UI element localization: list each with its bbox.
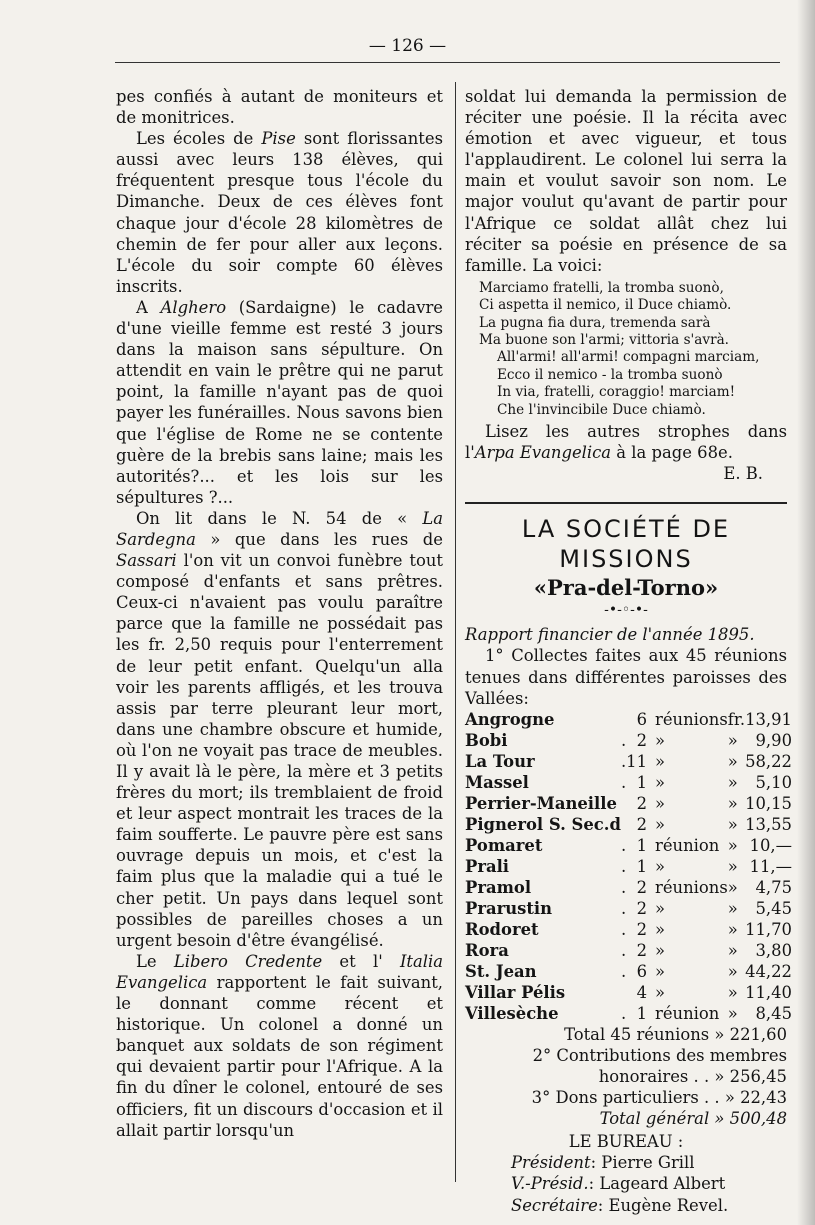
row-dot: . [620, 961, 627, 981]
table-row [465, 751, 792, 772]
row-currency: » [727, 835, 738, 855]
row-dot: . [620, 856, 627, 876]
text-run: » que dans les rues de [195, 529, 443, 549]
officer-name: Eugène Revel. [608, 1195, 729, 1215]
paragraph [465, 421, 787, 463]
poem-line: Ecco il nemico - la tromba suonò [497, 366, 723, 383]
table-row [465, 730, 792, 751]
table-row [465, 940, 792, 961]
table-row [465, 1003, 792, 1024]
row-count: 2 [636, 919, 648, 939]
text-run: Le [136, 951, 174, 971]
row-count: 4 [636, 982, 648, 1002]
row-name: Villar Pélis [465, 982, 566, 1002]
row-count: 2 [636, 898, 648, 918]
society-title: LA SOCIÉTÉ DE MISSIONS [521, 515, 731, 574]
italic-run: La Sardegna [116, 508, 443, 549]
page-number: — 126 — [368, 36, 447, 56]
section-rule [465, 502, 787, 504]
contributions-line: 2° Contributions des membres honoraires . . » 256,45 [532, 1045, 787, 1086]
row-currency: » [727, 793, 738, 813]
text-run: On lit dans le N. 54 de « [136, 508, 423, 528]
row-dot: . [620, 772, 627, 792]
row-count: 6 [636, 709, 648, 729]
paragraph [116, 297, 443, 508]
text-run: l'on vit un convoi funèbre tout composé d'enfants et sans prêtres. Ceux-ci n'avaient pas voulu paraître parce que la famille ne possédait pas les fr. 2,50 requis pour l'enterrement de leur petit enfant. Quelqu'un alla voir les parents affligés, et les trouva assis par terre pleurant leur mort, dans une chambre obscure et humide, où l'on ne voyait pas trace de meubles. Il y avait là le père, la mère et 3 petits frères du mort; ils tremblaient de froid et leur aspect montrait les traces de la faim soufferte. Le pauvre père est sans ouvrage depuis un mois, et c'est la faim plus que la maladie qui a tué le cher petit. Un pays dans lequel sont possibles de pareilles choses a un urgent besoin d'être évangélisé. [116, 551, 443, 950]
row-name: Rodoret [465, 919, 539, 939]
paragraph [116, 951, 443, 1141]
text-run: sont florissantes aussi avec leurs 138 élèves, qui fréquentent presque tous l'école du Dimanche. Deux de ces élèves font chaque jour d'école 28 kilomètres de chemin de fer pour aller aux leçons. L'école du soir compte 60 élèves inscrits. [116, 129, 443, 296]
row-amount: 13,55 [745, 814, 792, 834]
top-rule [115, 62, 780, 63]
table-row [465, 877, 792, 898]
row-count: 2 [636, 814, 648, 834]
italic-run: Arpa Evangelica [474, 443, 612, 463]
signature: E. B. [723, 464, 763, 484]
row-name: Villesèche [465, 1003, 559, 1023]
text-run: rapportent le fait suivant, le donnant comme récent et historique. Un colonel a donné un banquet aux soldats de son régiment qui devaient partir pour l'Afrique. A la fin du dîner le colonel, entouré de ses officiers, fit un discours d'occasion et il allait partir lorsqu'un [116, 972, 443, 1140]
officer-name: Pierre Grill [601, 1153, 695, 1173]
table-row [465, 772, 792, 793]
row-amount: 13,91 [745, 709, 792, 729]
row-name: Pramol [465, 877, 532, 897]
poem-line: All'armi! all'armi! compagni marciam, [497, 349, 760, 366]
row-unit: réunion [655, 1003, 720, 1023]
row-currency: » [727, 898, 738, 918]
row-amount: 11,70 [745, 919, 792, 939]
row-count: 1 [636, 856, 648, 876]
row-unit: » [655, 919, 666, 939]
row-count: 2 [636, 793, 648, 813]
row-unit: » [655, 982, 666, 1002]
italic-run: Alghero [160, 297, 227, 317]
row-name: Rora [465, 940, 509, 960]
row-currency: » [727, 940, 738, 960]
text-run: et l' [322, 951, 400, 971]
officer-role: Secrétaire [511, 1195, 598, 1215]
row-unit: » [655, 730, 666, 750]
poem-line: Che l'invincibile Duce chiamò. [497, 401, 706, 418]
officer-role: V.-Présid. [511, 1174, 589, 1194]
collectes-intro: 1° Collectes faites aux 45 réunions tenues dans différentes paroisses des Vallées: [465, 646, 787, 708]
italic-run: Pise [261, 129, 296, 149]
poem [479, 280, 787, 419]
row-currency: » [727, 1003, 738, 1023]
row-dot: . [620, 835, 627, 855]
row-name: Prarustin [465, 898, 553, 918]
row-currency: » [727, 961, 738, 981]
italic-run: Italia Evangelica [116, 951, 444, 992]
paragraph [465, 86, 787, 276]
paragraph [116, 128, 443, 297]
row-unit: » [655, 856, 666, 876]
row-amount: 8,45 [755, 1003, 792, 1023]
row-currency: » [727, 919, 738, 939]
row-name: Massel [465, 772, 529, 792]
row-currency: » [727, 856, 738, 876]
row-amount: 10,15 [745, 793, 792, 813]
poem-line: La pugna fia dura, tremenda sarà [479, 314, 711, 331]
row-unit: réunions [655, 877, 728, 897]
row-amount: 44,22 [745, 961, 792, 981]
report-title: Rapport financier de l'année 1895. [465, 625, 755, 645]
table-row [465, 856, 792, 877]
row-dot: . [620, 919, 627, 939]
row-dot: . [620, 898, 627, 918]
row-count: 1 [636, 1003, 648, 1023]
row-amount: 5,45 [755, 898, 792, 918]
grand-total [465, 1108, 787, 1129]
row-count: 2 [636, 877, 648, 897]
row-name: Pomaret [465, 835, 543, 855]
table-row [465, 961, 792, 982]
row-amount: 9,90 [755, 730, 792, 750]
grand-total-text: Total général » 500,48 [599, 1109, 787, 1129]
text-run: Les écoles de [136, 129, 262, 149]
text-run: pes confiés à autant de moniteurs et de monitrices. [116, 87, 443, 128]
text-run: à la page 68e. [611, 443, 733, 463]
table-row [465, 919, 792, 940]
ornament: -•-◦-•- [604, 602, 648, 619]
row-count: 1 [636, 772, 648, 792]
table-row [465, 982, 792, 1003]
row-dot: . [620, 730, 627, 750]
row-unit: » [655, 814, 666, 834]
poem-line: Ma buone son l'armi; vittoria s'avrà. [479, 332, 729, 349]
paragraph [116, 86, 443, 128]
row-name: Perrier-Maneille [465, 793, 617, 813]
row-amount: 10,— [749, 835, 792, 855]
row-currency: » [727, 730, 738, 750]
table-row [465, 709, 792, 730]
table-row [465, 793, 792, 814]
row-currency: » [727, 814, 738, 834]
italic-run: Libero Credente [173, 951, 323, 971]
row-amount: 5,10 [755, 772, 792, 792]
row-amount: 4,75 [755, 877, 792, 897]
row-name: St. Jean [465, 961, 537, 981]
row-amount: 11,40 [745, 982, 792, 1002]
row-amount: 3,80 [755, 940, 792, 960]
row-unit: » [655, 772, 666, 792]
text-run: (Sardaigne) le cadavre d'une vieille femme est resté 3 jours dans la maison sans sépulture. On attendit en vain le prêtre qui ne parut point, la famille n'ayant pas de quoi payer les funérailles. Nous savons bien que l'église de Rome ne se contente guère de la brebis sans laine; mais les autorités?... et les lois sur les sépultures ?... [116, 297, 443, 507]
row-dot: . [620, 1003, 627, 1023]
row-unit: réunions [655, 709, 728, 729]
italic-run: Sassari [116, 551, 177, 571]
row-name: La Tour [465, 751, 535, 771]
left-column [116, 86, 443, 1141]
total-line: Total 45 réunions » 221,60 [564, 1024, 787, 1044]
poem-line: Ci aspetta il nemico, il Duce chiamò. [479, 297, 732, 314]
row-name: Bobi [465, 730, 508, 750]
row-name: Pignerol S. Sec.d [465, 814, 621, 834]
row-amount: 11,— [749, 856, 792, 876]
row-currency: » [727, 982, 738, 1002]
table-row [465, 835, 792, 856]
officer-president: Président: Pierre Grill [511, 1153, 695, 1173]
dons-line: 3° Dons particuliers . . » 22,43 [531, 1088, 787, 1108]
row-unit: réunion [655, 835, 720, 855]
society-subtitle: «Pra-del-Torno» [533, 575, 719, 601]
row-dot: . [620, 940, 627, 960]
poem-line: In via, fratelli, coraggio! marciam! [497, 384, 736, 401]
table-row [465, 898, 792, 919]
row-currency: » [727, 772, 738, 792]
text-run: A [136, 297, 161, 317]
column-divider [455, 82, 456, 1182]
row-count: 1 [636, 835, 648, 855]
row-currency: fr. [727, 709, 746, 729]
row-unit: » [655, 793, 666, 813]
row-count: 6 [636, 961, 648, 981]
officer-role: Président [511, 1153, 591, 1173]
row-currency: » [727, 751, 738, 771]
bureau-label: LE BUREAU : [568, 1132, 684, 1152]
scan-edge-shadow [797, 0, 815, 1225]
text-run: soldat lui demanda la permission de réciter une poésie. Il la récita avec émotion et avec vigueur, et tous l'applaudirent. Le colonel lui serra la main et voulut savoir son nom. Le major voulut qu'avant de partir pour l'Afrique ce soldat allât chez lui réciter sa poésie en présence de sa famille. La voici: [465, 87, 787, 275]
row-unit: » [655, 961, 666, 981]
table-row [465, 814, 792, 835]
right-column [465, 86, 792, 1216]
officer-vice-president: V.-Présid.: Lageard Albert [511, 1174, 726, 1194]
row-dot: . [620, 751, 627, 771]
row-unit: » [655, 898, 666, 918]
row-count: 11 [626, 751, 648, 771]
row-unit: » [655, 751, 666, 771]
officer-secretary: Secrétaire: Eugène Revel. [511, 1195, 729, 1215]
row-count: 2 [636, 730, 648, 750]
row-unit: » [655, 940, 666, 960]
poem-line: Marciamo fratelli, la tromba suonò, [479, 279, 724, 296]
row-count: 2 [636, 940, 648, 960]
paragraph [116, 508, 443, 951]
row-dot: . [620, 877, 627, 897]
row-name: Angrogne [465, 709, 555, 729]
officer-name: Lageard Albert [599, 1174, 726, 1194]
collections-table [465, 709, 792, 1024]
text-run: Lisez les autres strophes dans l' [465, 422, 787, 463]
row-name: Prali [465, 856, 510, 876]
row-currency: » [727, 877, 738, 897]
row-amount: 58,22 [745, 751, 792, 771]
